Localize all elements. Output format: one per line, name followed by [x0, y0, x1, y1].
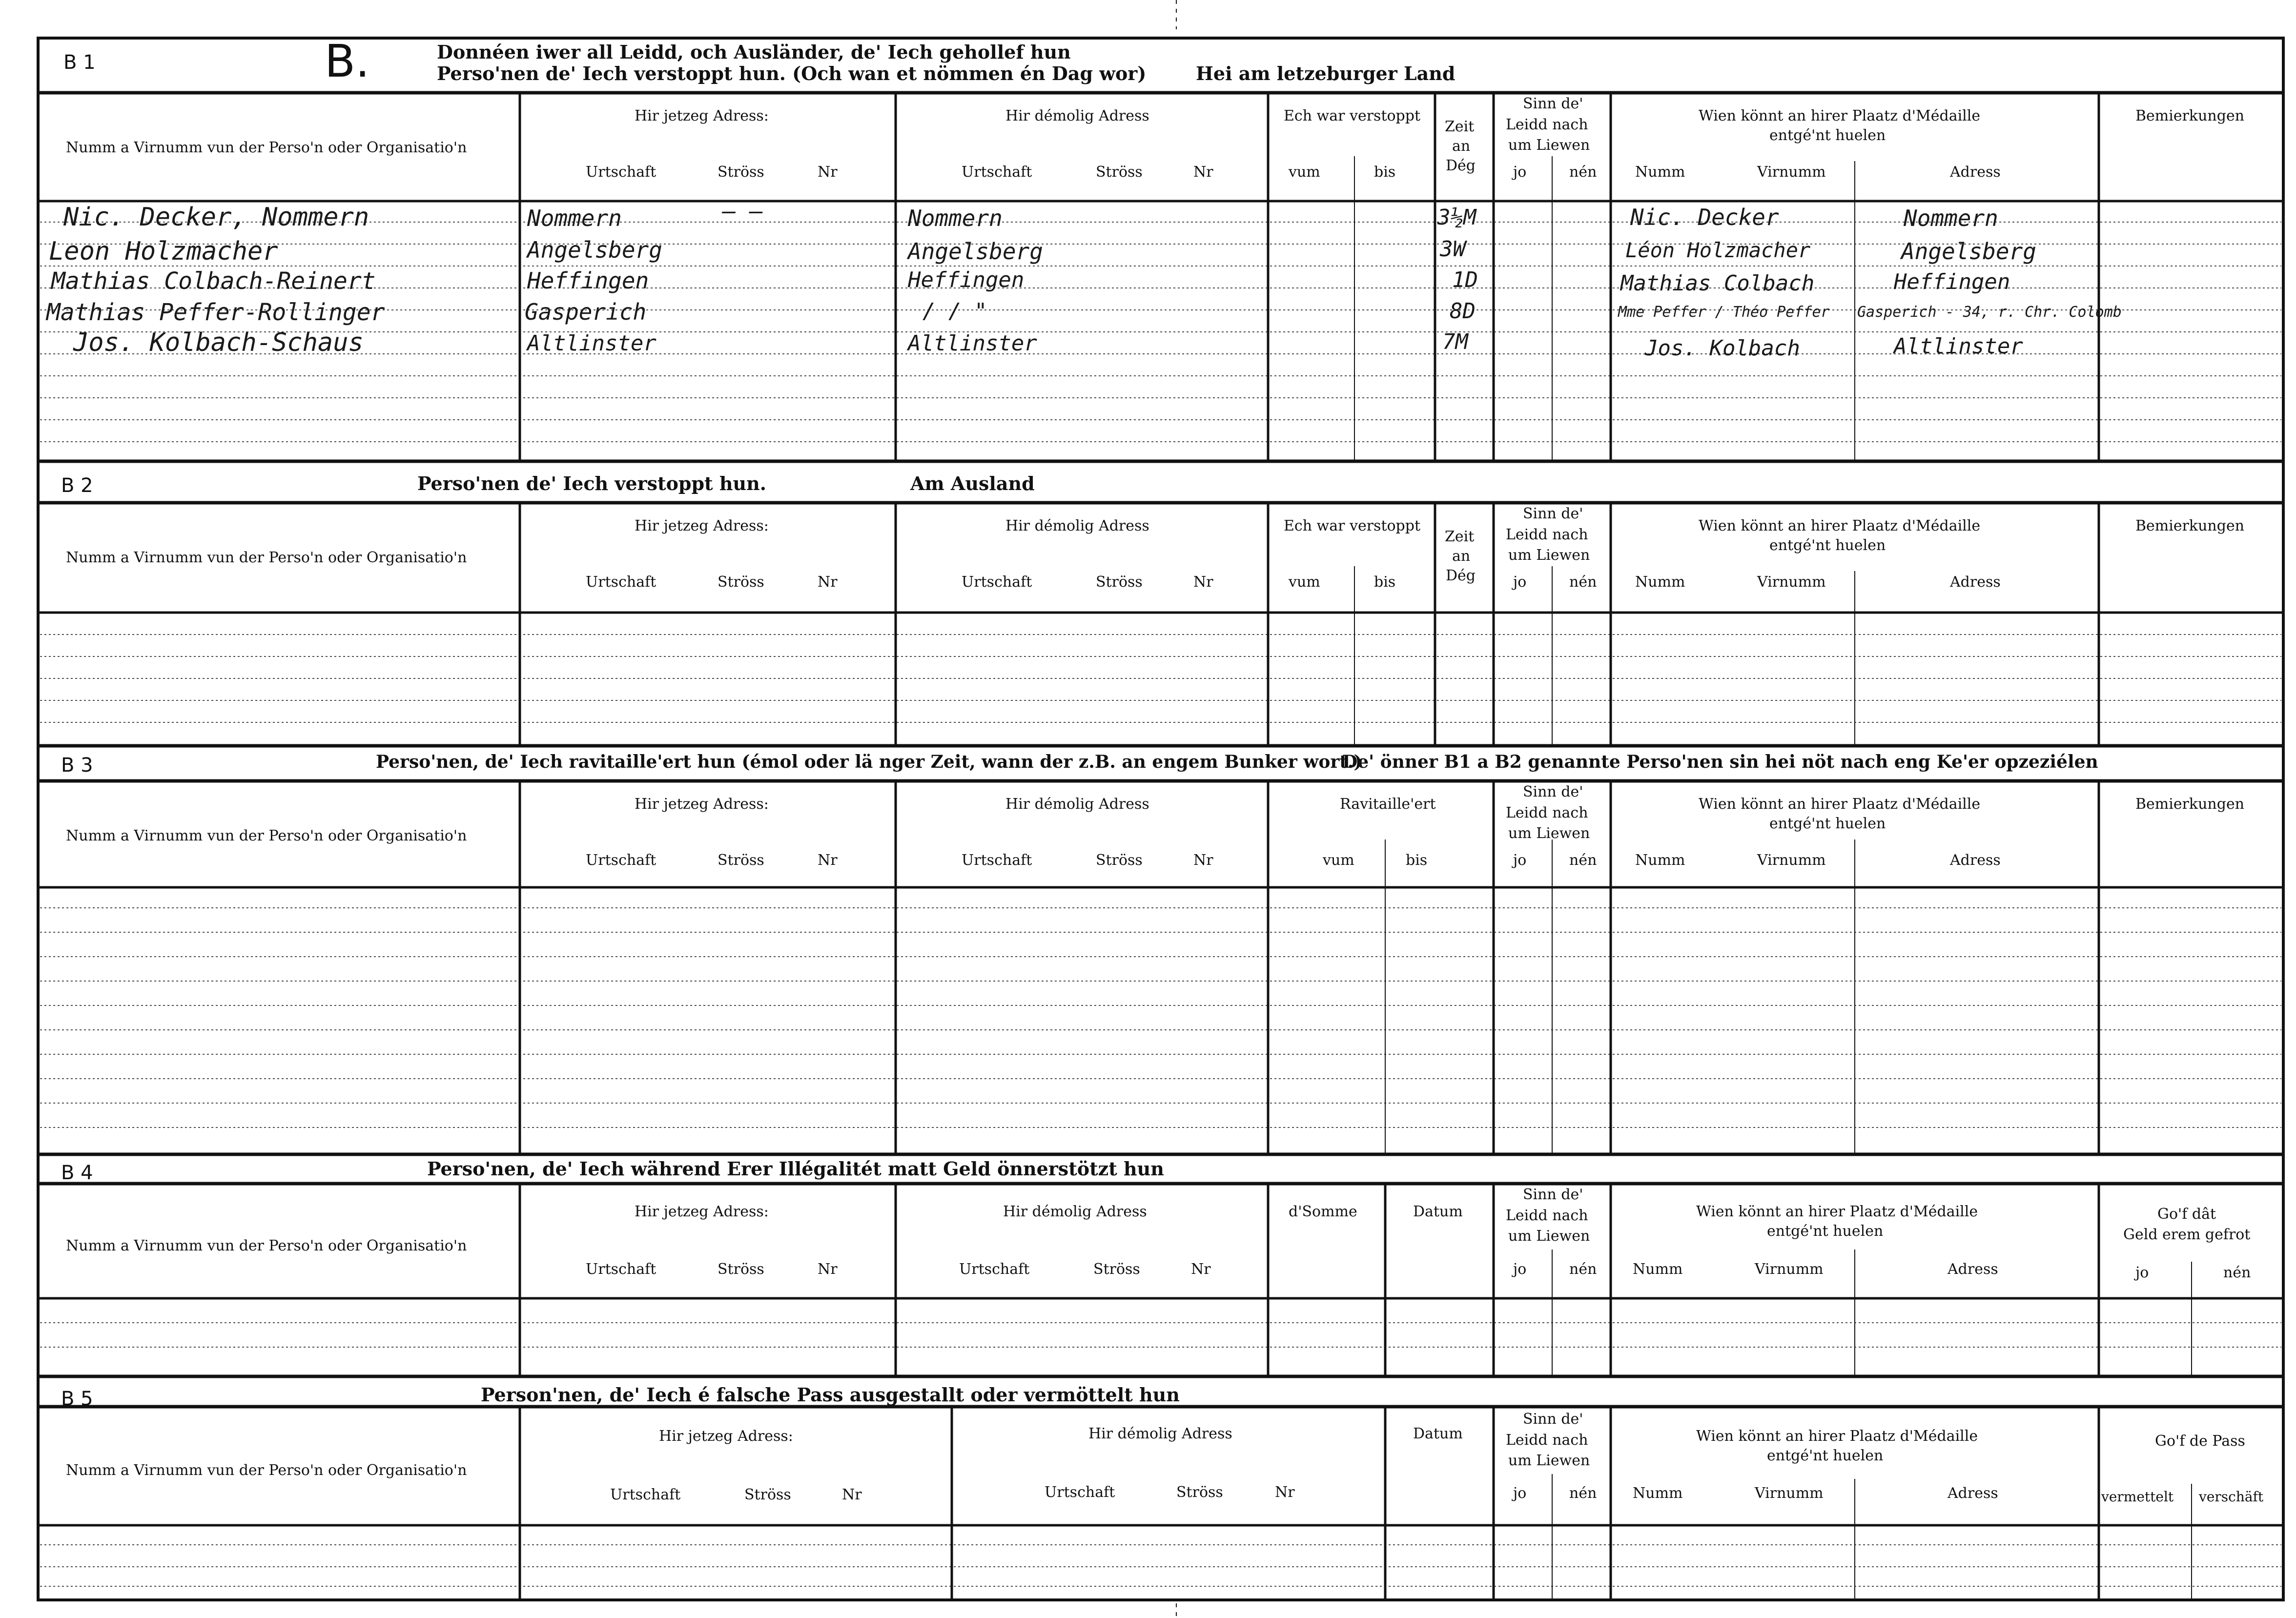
- section-id-b4: B 4: [61, 1162, 93, 1184]
- col-name-header: Numm a Virnumm vun der Perso'n oder Organisatio'n: [66, 1237, 467, 1254]
- col-name-header: Numm a Virnumm vun der Perso'n oder Organisatio'n: [66, 827, 467, 844]
- entry-time: 3½M: [1437, 205, 1476, 230]
- col-medal-header: Wien könnt an hirer Plaatz d'Médaille: [1699, 107, 1981, 124]
- col-stross: Ströss: [1096, 573, 1143, 591]
- col-nen: nén: [1569, 1485, 1597, 1502]
- col-alive-header: Sinn de': [1523, 783, 1583, 800]
- entry-medal-name: Mathias Colbach: [1620, 271, 1815, 296]
- col-alive-header: um Liewen: [1508, 1228, 1590, 1245]
- entry-current-place: Heffingen: [527, 267, 649, 294]
- col-nr: Nr: [818, 164, 838, 181]
- col-nr: Nr: [1193, 852, 1213, 869]
- entry-medal-address: Nommern: [1904, 205, 1998, 231]
- col-current-address-header: Hir jetzeg Adress:: [635, 517, 769, 534]
- col-urtschaft: Urtschaft: [586, 573, 656, 591]
- col-medal-header: Wien könnt an hirer Plaatz d'Médaille: [1699, 796, 1981, 813]
- b3-title-note: De' önner B1 a B2 genannte Perso'nen sin hei nöt nach eng Ke'er opzeziélen: [1342, 752, 2098, 772]
- section-id-b3: B 3: [61, 754, 93, 777]
- col-virnumm: Virnumm: [1757, 164, 1826, 181]
- col-bis: bis: [1406, 852, 1428, 869]
- b3-title: Perso'nen, de' Iech ravitaille'ert hun (émol oder lä nger Zeit, wann der z.B. an engem Bunker wort.): [376, 752, 1362, 772]
- col-previous-address-header: Hir démolig Adress: [1005, 517, 1149, 534]
- col-zeit: Zeit: [1445, 528, 1475, 545]
- col-current-address-header: Hir jetzeg Adress:: [659, 1428, 793, 1445]
- col-alive-header: Leidd nach: [1506, 116, 1588, 133]
- b2-title: Perso'nen de' Iech verstoppt hun.: [417, 472, 766, 494]
- col-name-header: Numm a Virnumm vun der Perso'n oder Organisatio'n: [66, 1462, 467, 1479]
- col-urtschaft: Urtschaft: [959, 1261, 1030, 1278]
- col-virnumm: Virnumm: [1755, 1485, 1824, 1502]
- col-alive-header: Sinn de': [1523, 505, 1583, 522]
- col-remarks-header: Bemierkungen: [2135, 796, 2245, 813]
- col-nr: Nr: [842, 1486, 862, 1503]
- section-id-b1: B 1: [63, 51, 96, 74]
- section-id-b2: B 2: [61, 474, 93, 497]
- entry-previous-place: Altlinster: [908, 331, 1037, 356]
- entry-current-place: Altlinster: [527, 331, 656, 356]
- col-urtschaft: Urtschaft: [586, 1261, 656, 1278]
- col-remarks-header: Bemierkungen: [2135, 107, 2245, 124]
- entry-name: Mathias Colbach-Reinert: [51, 267, 376, 295]
- col-nr: Nr: [818, 1261, 838, 1278]
- col-previous-address-header: Hir démolig Adress: [1088, 1425, 1232, 1442]
- entry-time: 1D: [1452, 267, 1478, 292]
- col-numm: Numm: [1633, 1261, 1683, 1278]
- entry-time: 7M: [1442, 329, 1468, 354]
- col-hidden-header: Ech war verstoppt: [1284, 107, 1421, 124]
- col-mediated: vermettelt: [2101, 1489, 2174, 1505]
- entry-current-marks: — —: [722, 198, 763, 224]
- col-jo: jo: [1513, 1485, 1527, 1502]
- b2-title-location: Am Ausland: [910, 472, 1035, 494]
- entry-current-place: Gasperich: [525, 299, 647, 325]
- entry-medal-address: Gasperich - 34, r. Chr. Colomb: [1857, 304, 2122, 321]
- col-zeit: an: [1452, 138, 1471, 155]
- col-nr: Nr: [1275, 1484, 1295, 1501]
- col-adress: Adress: [1950, 573, 2001, 591]
- col-numm: Numm: [1635, 852, 1685, 869]
- col-jo: jo: [2135, 1264, 2149, 1281]
- col-medal-header: Wien könnt an hirer Plaatz d'Médaille: [1696, 1203, 1978, 1220]
- col-jo: jo: [1513, 1261, 1527, 1278]
- b4-title: Perso'nen, de' Iech während Erer Illégalitét matt Geld önnerstötzt hun: [427, 1158, 1164, 1180]
- col-numm: Numm: [1635, 164, 1685, 181]
- col-alive-header: um Liewen: [1508, 1452, 1590, 1469]
- b1-title-line2: Perso'nen de' Iech verstoppt hun. (Och wan et nömmen én Dag wor): [437, 62, 1147, 84]
- entry-medal-name: Mme Peffer / Théo Peffer: [1618, 304, 1830, 321]
- col-stross: Ströss: [718, 164, 764, 181]
- col-name-header: Numm a Virnumm vun der Perso'n oder Organisatio'n: [66, 139, 467, 156]
- col-zeit: an: [1452, 548, 1471, 565]
- col-alive-header: Sinn de': [1523, 1411, 1583, 1428]
- entry-medal-address: Heffingen: [1894, 269, 2010, 294]
- col-medal-header: entgé'nt huelen: [1769, 127, 1886, 144]
- col-stross: Ströss: [718, 573, 764, 591]
- col-stross: Ströss: [1176, 1484, 1223, 1501]
- entry-previous-place: Angelsberg: [908, 238, 1043, 265]
- col-alive-header: Leidd nach: [1506, 526, 1588, 543]
- col-alive-header: Sinn de': [1523, 1186, 1583, 1203]
- col-vum: vum: [1289, 573, 1320, 591]
- col-virnumm: Virnumm: [1757, 573, 1826, 591]
- col-nr: Nr: [1193, 164, 1213, 181]
- col-stross: Ströss: [1093, 1261, 1140, 1278]
- entry-time: 3W: [1440, 237, 1466, 262]
- entry-medal-name: Jos. Kolbach: [1645, 336, 1800, 361]
- col-current-address-header: Hir jetzeg Adress:: [635, 1203, 769, 1220]
- col-adress: Adress: [1948, 1485, 1998, 1502]
- col-vum: vum: [1323, 852, 1354, 869]
- entry-name: Jos. Kolbach-Schaus: [73, 328, 364, 357]
- b1-title-line1: Donnéen iwer all Leidd, och Ausländer, de' Iech gehollef hun: [437, 41, 1071, 63]
- col-bis: bis: [1374, 573, 1396, 591]
- col-previous-address-header: Hir démolig Adress: [1005, 796, 1149, 813]
- col-urtschaft: Urtschaft: [586, 164, 656, 181]
- col-stross: Ströss: [1096, 164, 1143, 181]
- col-nen: nén: [1569, 852, 1597, 869]
- col-urtschaft: Urtschaft: [962, 852, 1032, 869]
- b5-title: Person'nen, de' Iech é falsche Pass ausgestallt oder vermöttelt hun: [481, 1384, 1180, 1406]
- col-previous-address-header: Hir démolig Adress: [1005, 107, 1149, 124]
- col-numm: Numm: [1633, 1485, 1683, 1502]
- col-alive-header: um Liewen: [1508, 137, 1590, 154]
- entry-name: Nic. Decker, Nommern: [63, 203, 369, 232]
- col-alive-header: Leidd nach: [1506, 804, 1588, 821]
- col-jo: jo: [1513, 573, 1527, 591]
- col-urtschaft: Urtschaft: [610, 1486, 681, 1503]
- entry-previous-place: Nommern: [908, 205, 1003, 231]
- col-adress: Adress: [1950, 164, 2001, 181]
- col-hidden-header: Ech war verstoppt: [1284, 517, 1421, 534]
- col-jo: jo: [1513, 164, 1527, 181]
- col-medal-header: entgé'nt huelen: [1769, 815, 1886, 832]
- col-nen: nén: [1569, 1261, 1597, 1278]
- col-medal-header: Wien könnt an hirer Plaatz d'Médaille: [1696, 1428, 1978, 1445]
- col-nr: Nr: [818, 573, 838, 591]
- section-id-b5: B 5: [61, 1388, 93, 1410]
- col-sum-header: d'Somme: [1289, 1203, 1357, 1220]
- col-nen: nén: [2223, 1264, 2251, 1281]
- entry-medal-name: Nic. Decker: [1630, 204, 1779, 230]
- col-stross: Ströss: [718, 852, 764, 869]
- col-nr: Nr: [1193, 573, 1213, 591]
- entry-medal-address: Altlinster: [1894, 334, 2023, 359]
- col-vum: vum: [1289, 164, 1320, 181]
- col-urtschaft: Urtschaft: [962, 164, 1032, 181]
- col-stross: Ströss: [1096, 852, 1143, 869]
- entry-name: Leon Holzmacher: [49, 237, 278, 266]
- col-urtschaft: Urtschaft: [962, 573, 1032, 591]
- col-virnumm: Virnumm: [1755, 1261, 1824, 1278]
- col-zeit: Dég: [1446, 567, 1476, 584]
- col-urtschaft: Urtschaft: [1045, 1484, 1115, 1501]
- col-procured: verschäft: [2199, 1489, 2264, 1505]
- col-medal-header: entgé'nt huelen: [1767, 1223, 1884, 1240]
- entry-current-place: Angelsberg: [527, 237, 662, 263]
- col-date-header: Datum: [1413, 1203, 1463, 1220]
- col-money-returned-header: Go'f dât: [2157, 1206, 2216, 1223]
- col-nr: Nr: [818, 852, 838, 869]
- col-nen: nén: [1569, 573, 1597, 591]
- col-alive-header: um Liewen: [1508, 547, 1590, 564]
- entry-previous-place: Heffingen: [908, 267, 1025, 292]
- col-current-address-header: Hir jetzeg Adress:: [635, 107, 769, 124]
- entry-medal-address: Angelsberg: [1901, 238, 2036, 265]
- col-virnumm: Virnumm: [1757, 852, 1826, 869]
- col-date-header: Datum: [1413, 1425, 1463, 1442]
- b1-title-line3: Hei am letzeburger Land: [1196, 62, 1456, 84]
- col-jo: jo: [1513, 852, 1527, 869]
- col-adress: Adress: [1950, 852, 2001, 869]
- col-previous-address-header: Hir démolig Adress: [1003, 1203, 1147, 1220]
- col-medal-header: entgé'nt huelen: [1767, 1447, 1884, 1464]
- col-pass-header: Go'f de Pass: [2155, 1433, 2245, 1450]
- entry-current-place: Nommern: [527, 205, 622, 231]
- col-money-returned-header: Geld erem gefrot: [2123, 1226, 2251, 1243]
- col-alive-header: Leidd nach: [1506, 1432, 1588, 1449]
- col-zeit: Zeit: [1445, 118, 1475, 135]
- col-alive-header: Leidd nach: [1506, 1207, 1588, 1224]
- col-zeit: Dég: [1446, 157, 1476, 174]
- entry-medal-name: Léon Holzmacher: [1625, 238, 1811, 262]
- entry-previous-place: / / ": [922, 299, 987, 324]
- col-supplied-header: Ravitaille'ert: [1340, 796, 1436, 813]
- col-alive-header: Sinn de': [1523, 95, 1583, 112]
- entry-name: Mathias Peffer-Rollinger: [46, 299, 385, 326]
- col-bis: bis: [1374, 164, 1396, 181]
- col-numm: Numm: [1635, 573, 1685, 591]
- col-urtschaft: Urtschaft: [586, 852, 656, 869]
- col-adress: Adress: [1948, 1261, 1998, 1278]
- col-alive-header: um Liewen: [1508, 825, 1590, 842]
- col-stross: Ströss: [744, 1486, 791, 1503]
- col-remarks-header: Bemierkungen: [2135, 517, 2245, 534]
- col-name-header: Numm a Virnumm vun der Perso'n oder Organisatio'n: [66, 549, 467, 566]
- section-letter: B.: [325, 35, 370, 87]
- col-stross: Ströss: [718, 1261, 764, 1278]
- entry-time: 8D: [1450, 299, 1476, 324]
- col-medal-header: Wien könnt an hirer Plaatz d'Médaille: [1699, 517, 1981, 534]
- col-current-address-header: Hir jetzeg Adress:: [635, 796, 769, 813]
- col-nr: Nr: [1191, 1261, 1211, 1278]
- col-nen: nén: [1569, 164, 1597, 181]
- col-medal-header: entgé'nt huelen: [1769, 537, 1886, 554]
